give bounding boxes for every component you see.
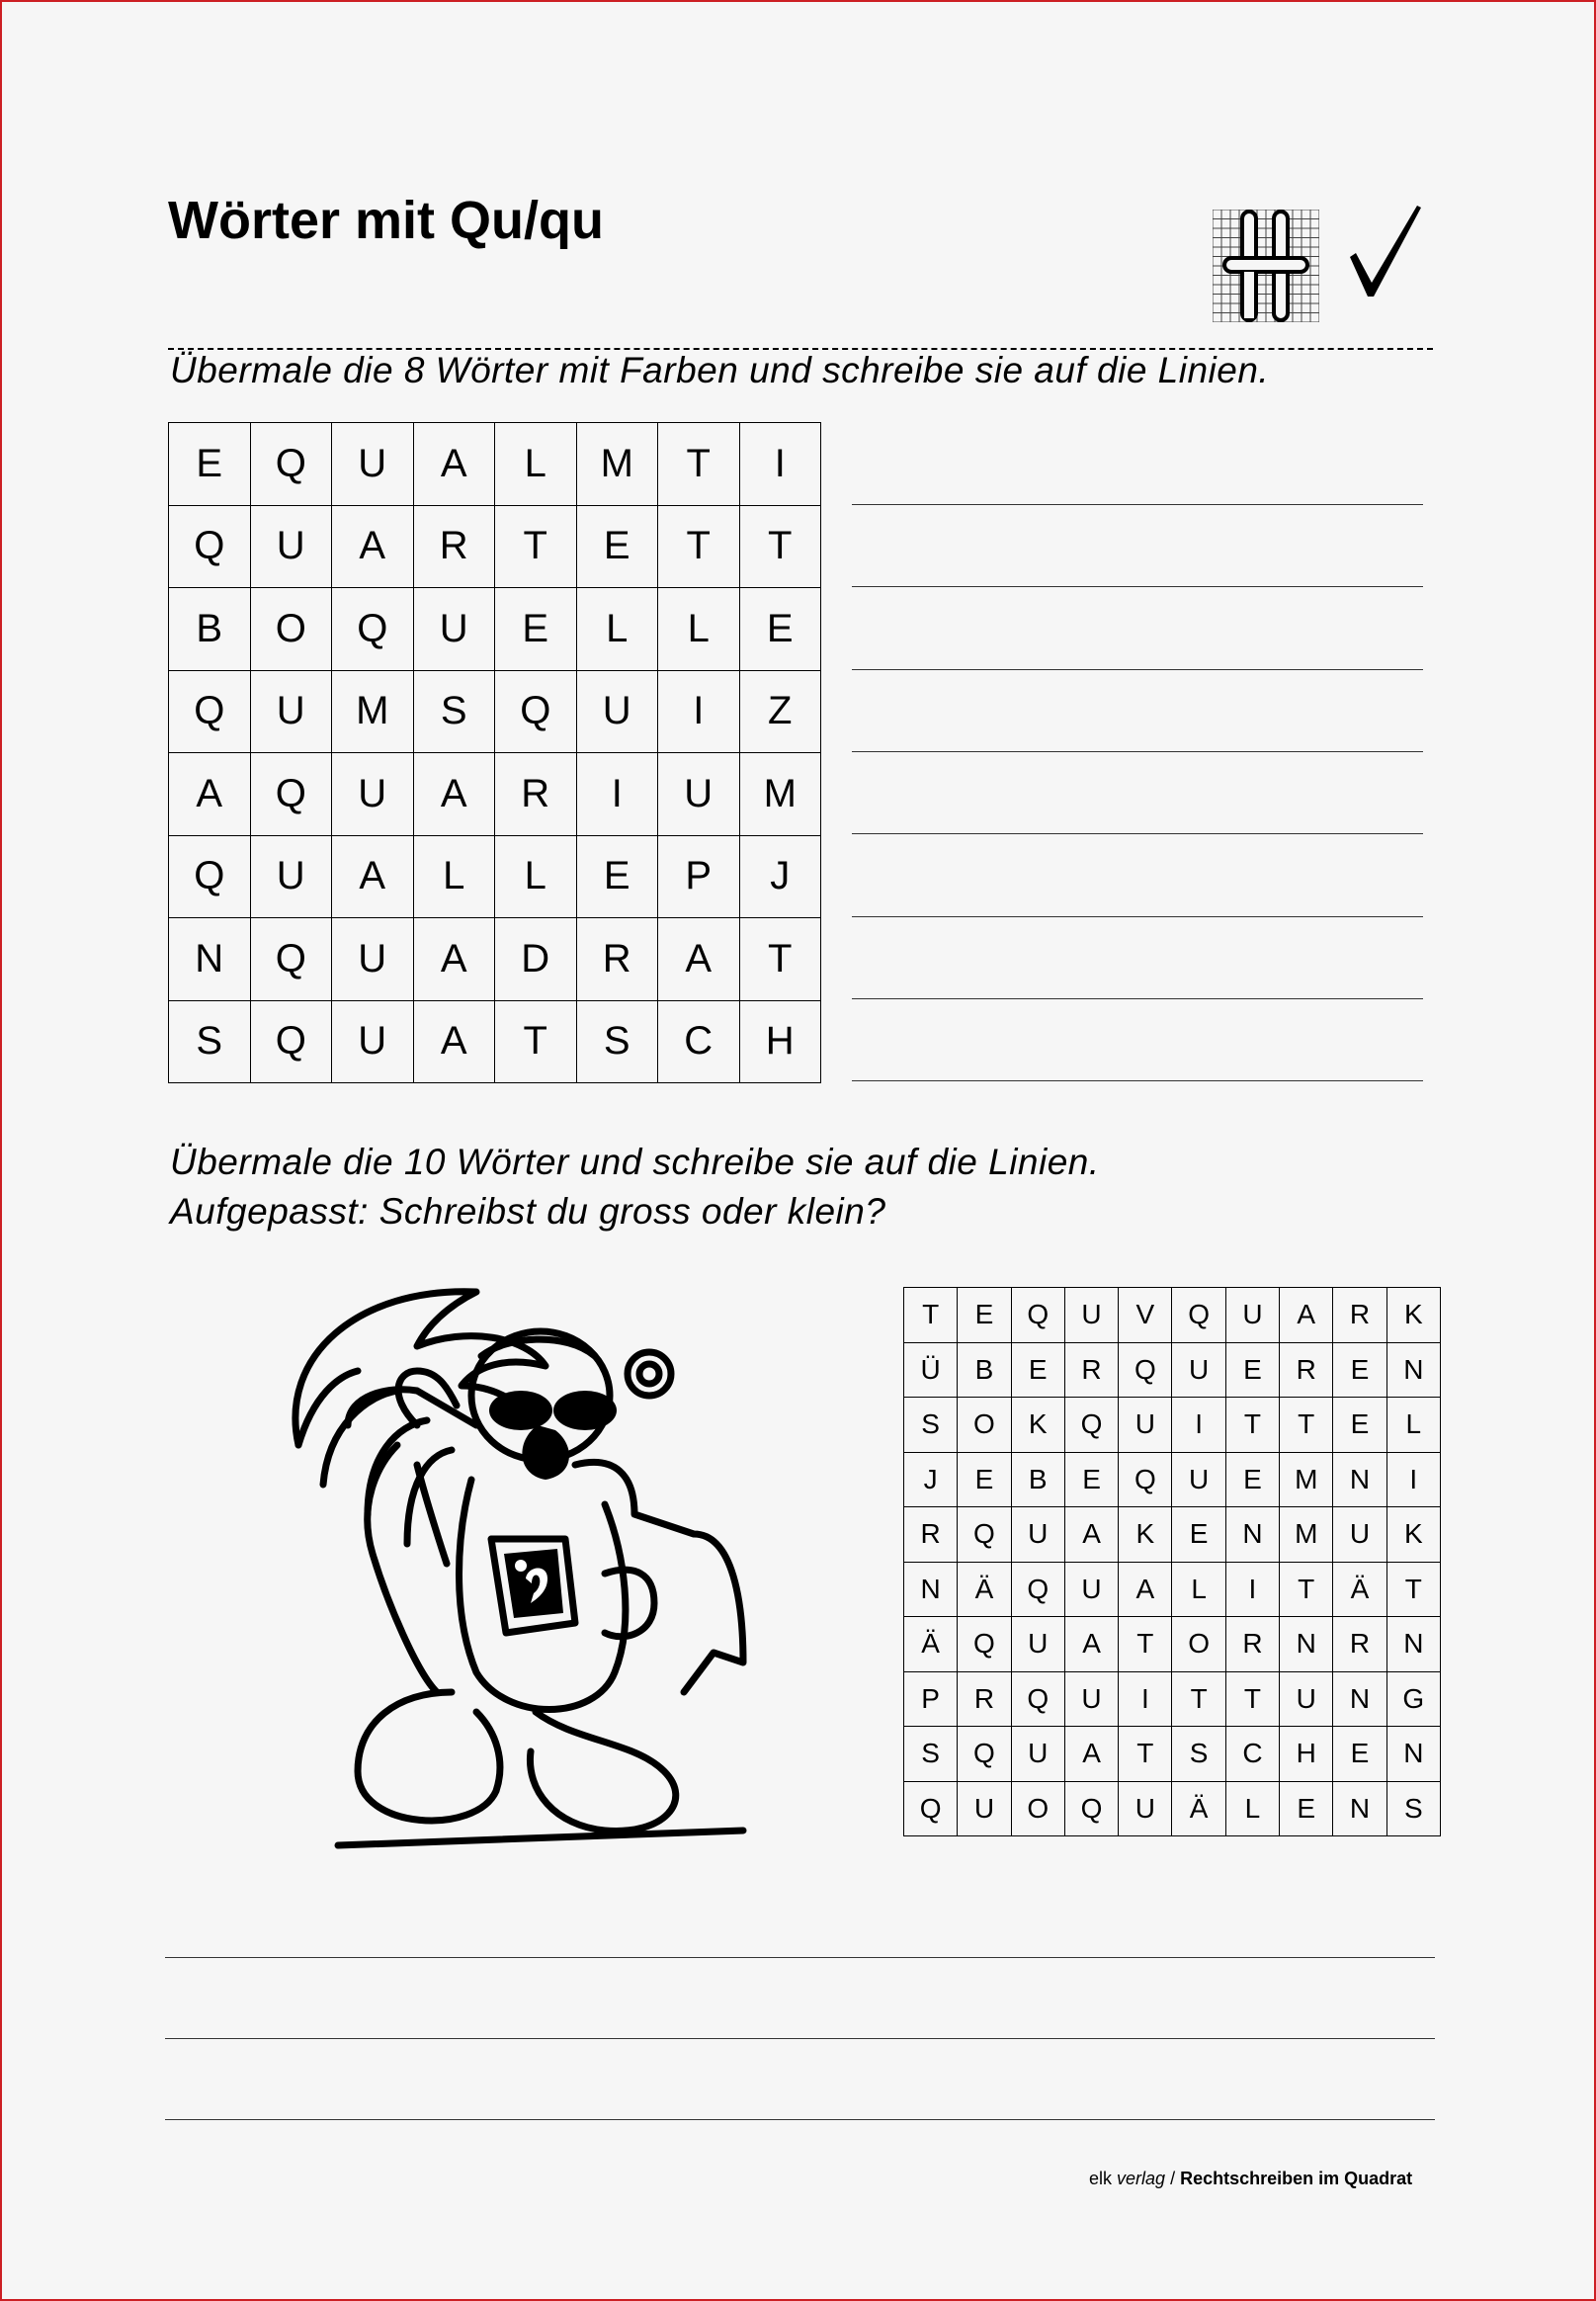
grid1-cell[interactable]: A — [332, 505, 414, 588]
grid2-cell[interactable]: N — [1333, 1781, 1386, 1836]
grid2-cell[interactable]: S — [904, 1727, 958, 1782]
grid2-row — [904, 1507, 1441, 1563]
writing-line[interactable] — [852, 833, 1423, 834]
grid2-cell[interactable]: J — [904, 1452, 958, 1507]
grid2-cell[interactable]: P — [904, 1671, 958, 1727]
grid1-cell[interactable]: R — [495, 753, 577, 836]
grid2-cell[interactable]: Q — [958, 1617, 1011, 1672]
grid2-cell[interactable]: R — [958, 1671, 1011, 1727]
grid1-cell[interactable]: U — [332, 918, 414, 1001]
grid2-cell[interactable]: O — [1172, 1617, 1225, 1672]
grid2-cell[interactable]: Q — [904, 1781, 958, 1836]
grid2-cell[interactable]: T — [1119, 1617, 1172, 1672]
grid1-row — [169, 423, 821, 506]
grid1-cell[interactable]: M — [576, 423, 658, 506]
grid1-cell[interactable]: M — [739, 753, 821, 836]
grid1-cell[interactable]: M — [332, 670, 414, 753]
grid2-cell[interactable]: L — [1225, 1781, 1279, 1836]
grid1-cell[interactable]: E — [576, 835, 658, 918]
grid1-cell[interactable]: P — [658, 835, 740, 918]
grid2-cell[interactable]: B — [958, 1342, 1011, 1398]
grid2-cell[interactable]: L — [1386, 1398, 1440, 1453]
grid2-cell[interactable]: A — [1064, 1507, 1118, 1563]
grid1-cell[interactable]: A — [169, 753, 251, 836]
grid1-cell[interactable]: A — [413, 918, 495, 1001]
grid1-row — [169, 588, 821, 671]
grid2-cell[interactable]: Ä — [904, 1617, 958, 1672]
grid2-cell[interactable]: R — [1225, 1617, 1279, 1672]
grid2-cell[interactable]: U — [1011, 1727, 1064, 1782]
grid1-cell[interactable]: U — [332, 1000, 414, 1083]
grid2-cell[interactable]: T — [1172, 1671, 1225, 1727]
grid2-cell[interactable]: O — [1011, 1781, 1064, 1836]
grid2-cell[interactable]: A — [1064, 1617, 1118, 1672]
page-title: Wörter mit Qu/qu — [168, 191, 604, 250]
grid2-cell[interactable]: A — [1119, 1562, 1172, 1617]
grid2-cell[interactable]: K — [1386, 1507, 1440, 1563]
grid2-cell[interactable]: O — [958, 1398, 1011, 1453]
grid1-cell[interactable]: T — [739, 505, 821, 588]
grid1-cell[interactable]: L — [576, 588, 658, 671]
grid2-cell[interactable]: U — [1119, 1398, 1172, 1453]
grid2-cell[interactable]: Q — [958, 1727, 1011, 1782]
grid1-cell[interactable]: U — [332, 753, 414, 836]
grid1-cell[interactable]: H — [739, 1000, 821, 1083]
grid2-cell[interactable]: N — [1386, 1617, 1440, 1672]
grid2-cell[interactable]: T — [1119, 1727, 1172, 1782]
grid2-cell[interactable]: R — [1064, 1342, 1118, 1398]
grid2-cell[interactable]: Ä — [1333, 1562, 1386, 1617]
footer-publisher-suffix: verlag — [1117, 2169, 1166, 2188]
grid2-cell[interactable]: Ä — [958, 1562, 1011, 1617]
writing-line[interactable] — [852, 998, 1423, 999]
grid2-cell[interactable]: U — [1011, 1507, 1064, 1563]
instruction-section2-line2: Aufgepasst: Schreibst du gross oder klein? — [170, 1191, 886, 1232]
grid1-row — [169, 753, 821, 836]
grid2-row — [904, 1398, 1441, 1453]
grid2-cell[interactable]: E — [1225, 1342, 1279, 1398]
grid2-cell[interactable]: Q — [958, 1507, 1011, 1563]
grid2-cell[interactable]: E — [1333, 1398, 1386, 1453]
grid1-row — [169, 1000, 821, 1083]
grid2-cell[interactable]: I — [1386, 1452, 1440, 1507]
grid1-row — [169, 835, 821, 918]
grid2-cell[interactable]: U — [1280, 1671, 1333, 1727]
grid2-cell[interactable]: K — [1119, 1507, 1172, 1563]
grid1-cell[interactable]: U — [576, 670, 658, 753]
grid1-cell[interactable]: T — [495, 505, 577, 588]
grid1-cell[interactable]: Q — [169, 505, 251, 588]
grid2-cell[interactable]: T — [1280, 1562, 1333, 1617]
grid1-cell[interactable]: Q — [250, 753, 332, 836]
grid2-cell[interactable]: M — [1280, 1507, 1333, 1563]
grid1-cell[interactable]: A — [413, 1000, 495, 1083]
grid2-cell[interactable]: E — [1172, 1507, 1225, 1563]
grid1-cell[interactable]: Q — [250, 1000, 332, 1083]
grid1-cell[interactable]: A — [658, 918, 740, 1001]
grid2-row — [904, 1781, 1441, 1836]
grid1-row — [169, 505, 821, 588]
grid2-cell[interactable]: T — [1225, 1671, 1279, 1727]
grid1-cell[interactable]: L — [495, 835, 577, 918]
grid2-cell[interactable]: R — [1333, 1617, 1386, 1672]
grid2-row — [904, 1671, 1441, 1727]
grid1-cell[interactable]: I — [576, 753, 658, 836]
grid1-cell[interactable]: D — [495, 918, 577, 1001]
grid2-row — [904, 1342, 1441, 1398]
grid2-cell[interactable]: S — [904, 1398, 958, 1453]
grid2-cell[interactable]: I — [1172, 1398, 1225, 1453]
grid1-cell[interactable]: U — [658, 753, 740, 836]
grid2-cell[interactable]: K — [1386, 1288, 1440, 1343]
footer-separator: / — [1170, 2169, 1176, 2188]
grid2-cell[interactable]: U — [1225, 1288, 1279, 1343]
grid1-cell[interactable]: A — [332, 835, 414, 918]
grid2-cell[interactable]: E — [1333, 1727, 1386, 1782]
grid2-row — [904, 1727, 1441, 1782]
grid1-cell[interactable]: N — [169, 918, 251, 1001]
grid1-cell[interactable]: T — [658, 505, 740, 588]
grid2-cell[interactable]: Q — [1172, 1288, 1225, 1343]
grid2-cell[interactable]: B — [1011, 1452, 1064, 1507]
instruction-section2-line1: Übermale die 10 Wörter und schreibe sie auf die Linien. — [170, 1142, 1100, 1182]
word-search-grid-1 — [168, 422, 821, 1083]
footer-publisher: elk — [1089, 2169, 1113, 2188]
squirrel-mascot-icon — [279, 1277, 773, 1850]
grid2-cell[interactable]: T — [904, 1288, 958, 1343]
grid2-cell[interactable]: V — [1119, 1288, 1172, 1343]
grid2-cell[interactable]: E — [1280, 1781, 1333, 1836]
grid1-cell[interactable]: L — [658, 588, 740, 671]
grid2-cell[interactable]: Q — [1064, 1781, 1118, 1836]
grid1-cell[interactable]: U — [332, 423, 414, 506]
grid1-cell[interactable]: Q — [250, 918, 332, 1001]
grid2-cell[interactable]: I — [1225, 1562, 1279, 1617]
grid2-cell[interactable]: Q — [1011, 1562, 1064, 1617]
grid2-cell[interactable]: Ü — [904, 1342, 958, 1398]
grid2-cell[interactable]: S — [1386, 1781, 1440, 1836]
grid1-cell[interactable]: U — [413, 588, 495, 671]
footer-credit — [1089, 2169, 1412, 2189]
grid2-cell[interactable]: A — [1280, 1288, 1333, 1343]
grid1-cell[interactable]: A — [413, 423, 495, 506]
grid1-cell[interactable]: U — [250, 670, 332, 753]
writing-line[interactable] — [852, 1080, 1423, 1081]
grid2-cell[interactable]: S — [1172, 1727, 1225, 1782]
grid2-cell[interactable]: U — [1011, 1617, 1064, 1672]
grid2-cell[interactable]: C — [1225, 1727, 1279, 1782]
grid1-cell[interactable]: T — [495, 1000, 577, 1083]
grid2-cell[interactable]: E — [1011, 1342, 1064, 1398]
grid2-row — [904, 1452, 1441, 1507]
grid1-cell[interactable]: L — [495, 423, 577, 506]
grid2-row — [904, 1562, 1441, 1617]
grid1-cell[interactable]: L — [413, 835, 495, 918]
grid2-cell[interactable]: N — [1333, 1452, 1386, 1507]
grid1-cell[interactable]: Q — [250, 423, 332, 506]
grid1-cell[interactable]: B — [169, 588, 251, 671]
writing-line[interactable] — [852, 586, 1423, 587]
grid1-cell[interactable]: S — [169, 1000, 251, 1083]
grid1-cell[interactable]: U — [250, 505, 332, 588]
grid1-cell[interactable]: Q — [332, 588, 414, 671]
grid2-cell[interactable]: U — [1333, 1507, 1386, 1563]
grid1-cell[interactable]: C — [658, 1000, 740, 1083]
grid1-cell[interactable]: U — [250, 835, 332, 918]
writing-line[interactable] — [165, 2038, 1435, 2039]
grid2-cell[interactable]: G — [1386, 1671, 1440, 1727]
grid2-cell[interactable]: T — [1280, 1398, 1333, 1453]
grid2-cell[interactable]: N — [1386, 1342, 1440, 1398]
grid2-cell[interactable]: H — [1280, 1727, 1333, 1782]
writing-line[interactable] — [852, 916, 1423, 917]
grid2-cell[interactable]: E — [1333, 1342, 1386, 1398]
grid2-cell[interactable]: E — [958, 1452, 1011, 1507]
grid1-cell[interactable]: O — [250, 588, 332, 671]
grid2-cell[interactable]: Q — [1011, 1288, 1064, 1343]
grid2-row — [904, 1288, 1441, 1343]
grid1-cell[interactable]: R — [413, 505, 495, 588]
grid1-cell[interactable]: Z — [739, 670, 821, 753]
grid1-cell[interactable]: R — [576, 918, 658, 1001]
grid2-cell[interactable]: U — [1064, 1562, 1118, 1617]
grid1-cell[interactable]: Q — [169, 670, 251, 753]
grid2-cell[interactable]: Q — [1011, 1671, 1064, 1727]
writing-line[interactable] — [852, 504, 1423, 505]
grid1-cell[interactable]: J — [739, 835, 821, 918]
grid2-cell[interactable]: N — [1333, 1671, 1386, 1727]
grid2-cell[interactable]: Q — [1119, 1452, 1172, 1507]
grid2-cell[interactable]: U — [1172, 1452, 1225, 1507]
grid2-cell[interactable]: U — [958, 1781, 1011, 1836]
grid1-cell[interactable]: A — [413, 753, 495, 836]
grid2-cell[interactable]: A — [1064, 1727, 1118, 1782]
grid1-cell[interactable]: T — [658, 423, 740, 506]
grid2-cell[interactable]: U — [1172, 1342, 1225, 1398]
grid2-cell[interactable]: I — [1119, 1671, 1172, 1727]
grid1-cell[interactable]: S — [576, 1000, 658, 1083]
grid1-row — [169, 670, 821, 753]
grid2-cell[interactable]: N — [1386, 1727, 1440, 1782]
footer-series: Rechtschreiben im Quadrat — [1180, 2169, 1413, 2188]
grid2-cell[interactable]: E — [1225, 1452, 1279, 1507]
grid1-cell[interactable]: E — [576, 505, 658, 588]
grid2-cell[interactable]: K — [1011, 1398, 1064, 1453]
check-icon — [1346, 202, 1425, 300]
grid1-cell[interactable]: Q — [169, 835, 251, 918]
grid1-cell[interactable]: E — [739, 588, 821, 671]
grid1-cell[interactable]: E — [169, 423, 251, 506]
grid2-cell[interactable]: Q — [1064, 1398, 1118, 1453]
grid1-cell[interactable]: T — [739, 918, 821, 1001]
writing-line[interactable] — [852, 669, 1423, 670]
word-search-grid-2 — [903, 1287, 1441, 1836]
grid2-cell[interactable]: Q — [1119, 1342, 1172, 1398]
grid1-row — [169, 918, 821, 1001]
grid2-cell[interactable]: R — [1280, 1342, 1333, 1398]
grid2-cell[interactable]: E — [958, 1288, 1011, 1343]
writing-line[interactable] — [852, 751, 1423, 752]
grid2-cell[interactable]: R — [1333, 1288, 1386, 1343]
grid2-row — [904, 1617, 1441, 1672]
grid2-cell[interactable]: U — [1064, 1671, 1118, 1727]
grid1-cell[interactable]: I — [658, 670, 740, 753]
grid1-cell[interactable]: E — [495, 588, 577, 671]
grid2-cell[interactable]: T — [1386, 1562, 1440, 1617]
grid1-cell[interactable]: I — [739, 423, 821, 506]
grid-icon — [1213, 210, 1319, 322]
writing-line[interactable] — [165, 1957, 1435, 1958]
grid2-cell[interactable]: U — [1064, 1288, 1118, 1343]
grid2-cell[interactable]: T — [1225, 1398, 1279, 1453]
grid2-cell[interactable]: U — [1119, 1781, 1172, 1836]
grid2-cell[interactable]: N — [904, 1562, 958, 1617]
grid1-cell[interactable]: S — [413, 670, 495, 753]
grid2-cell[interactable]: Ä — [1172, 1781, 1225, 1836]
grid2-cell[interactable]: E — [1064, 1452, 1118, 1507]
grid2-cell[interactable]: R — [904, 1507, 958, 1563]
instruction-section1: Übermale die 8 Wörter mit Farben und schreibe sie auf die Linien. — [170, 350, 1270, 390]
grid1-cell[interactable]: Q — [495, 670, 577, 753]
grid2-cell[interactable]: N — [1280, 1617, 1333, 1672]
grid2-cell[interactable]: M — [1280, 1452, 1333, 1507]
writing-line[interactable] — [165, 2119, 1435, 2120]
grid2-cell[interactable]: L — [1172, 1562, 1225, 1617]
grid2-cell[interactable]: N — [1225, 1507, 1279, 1563]
